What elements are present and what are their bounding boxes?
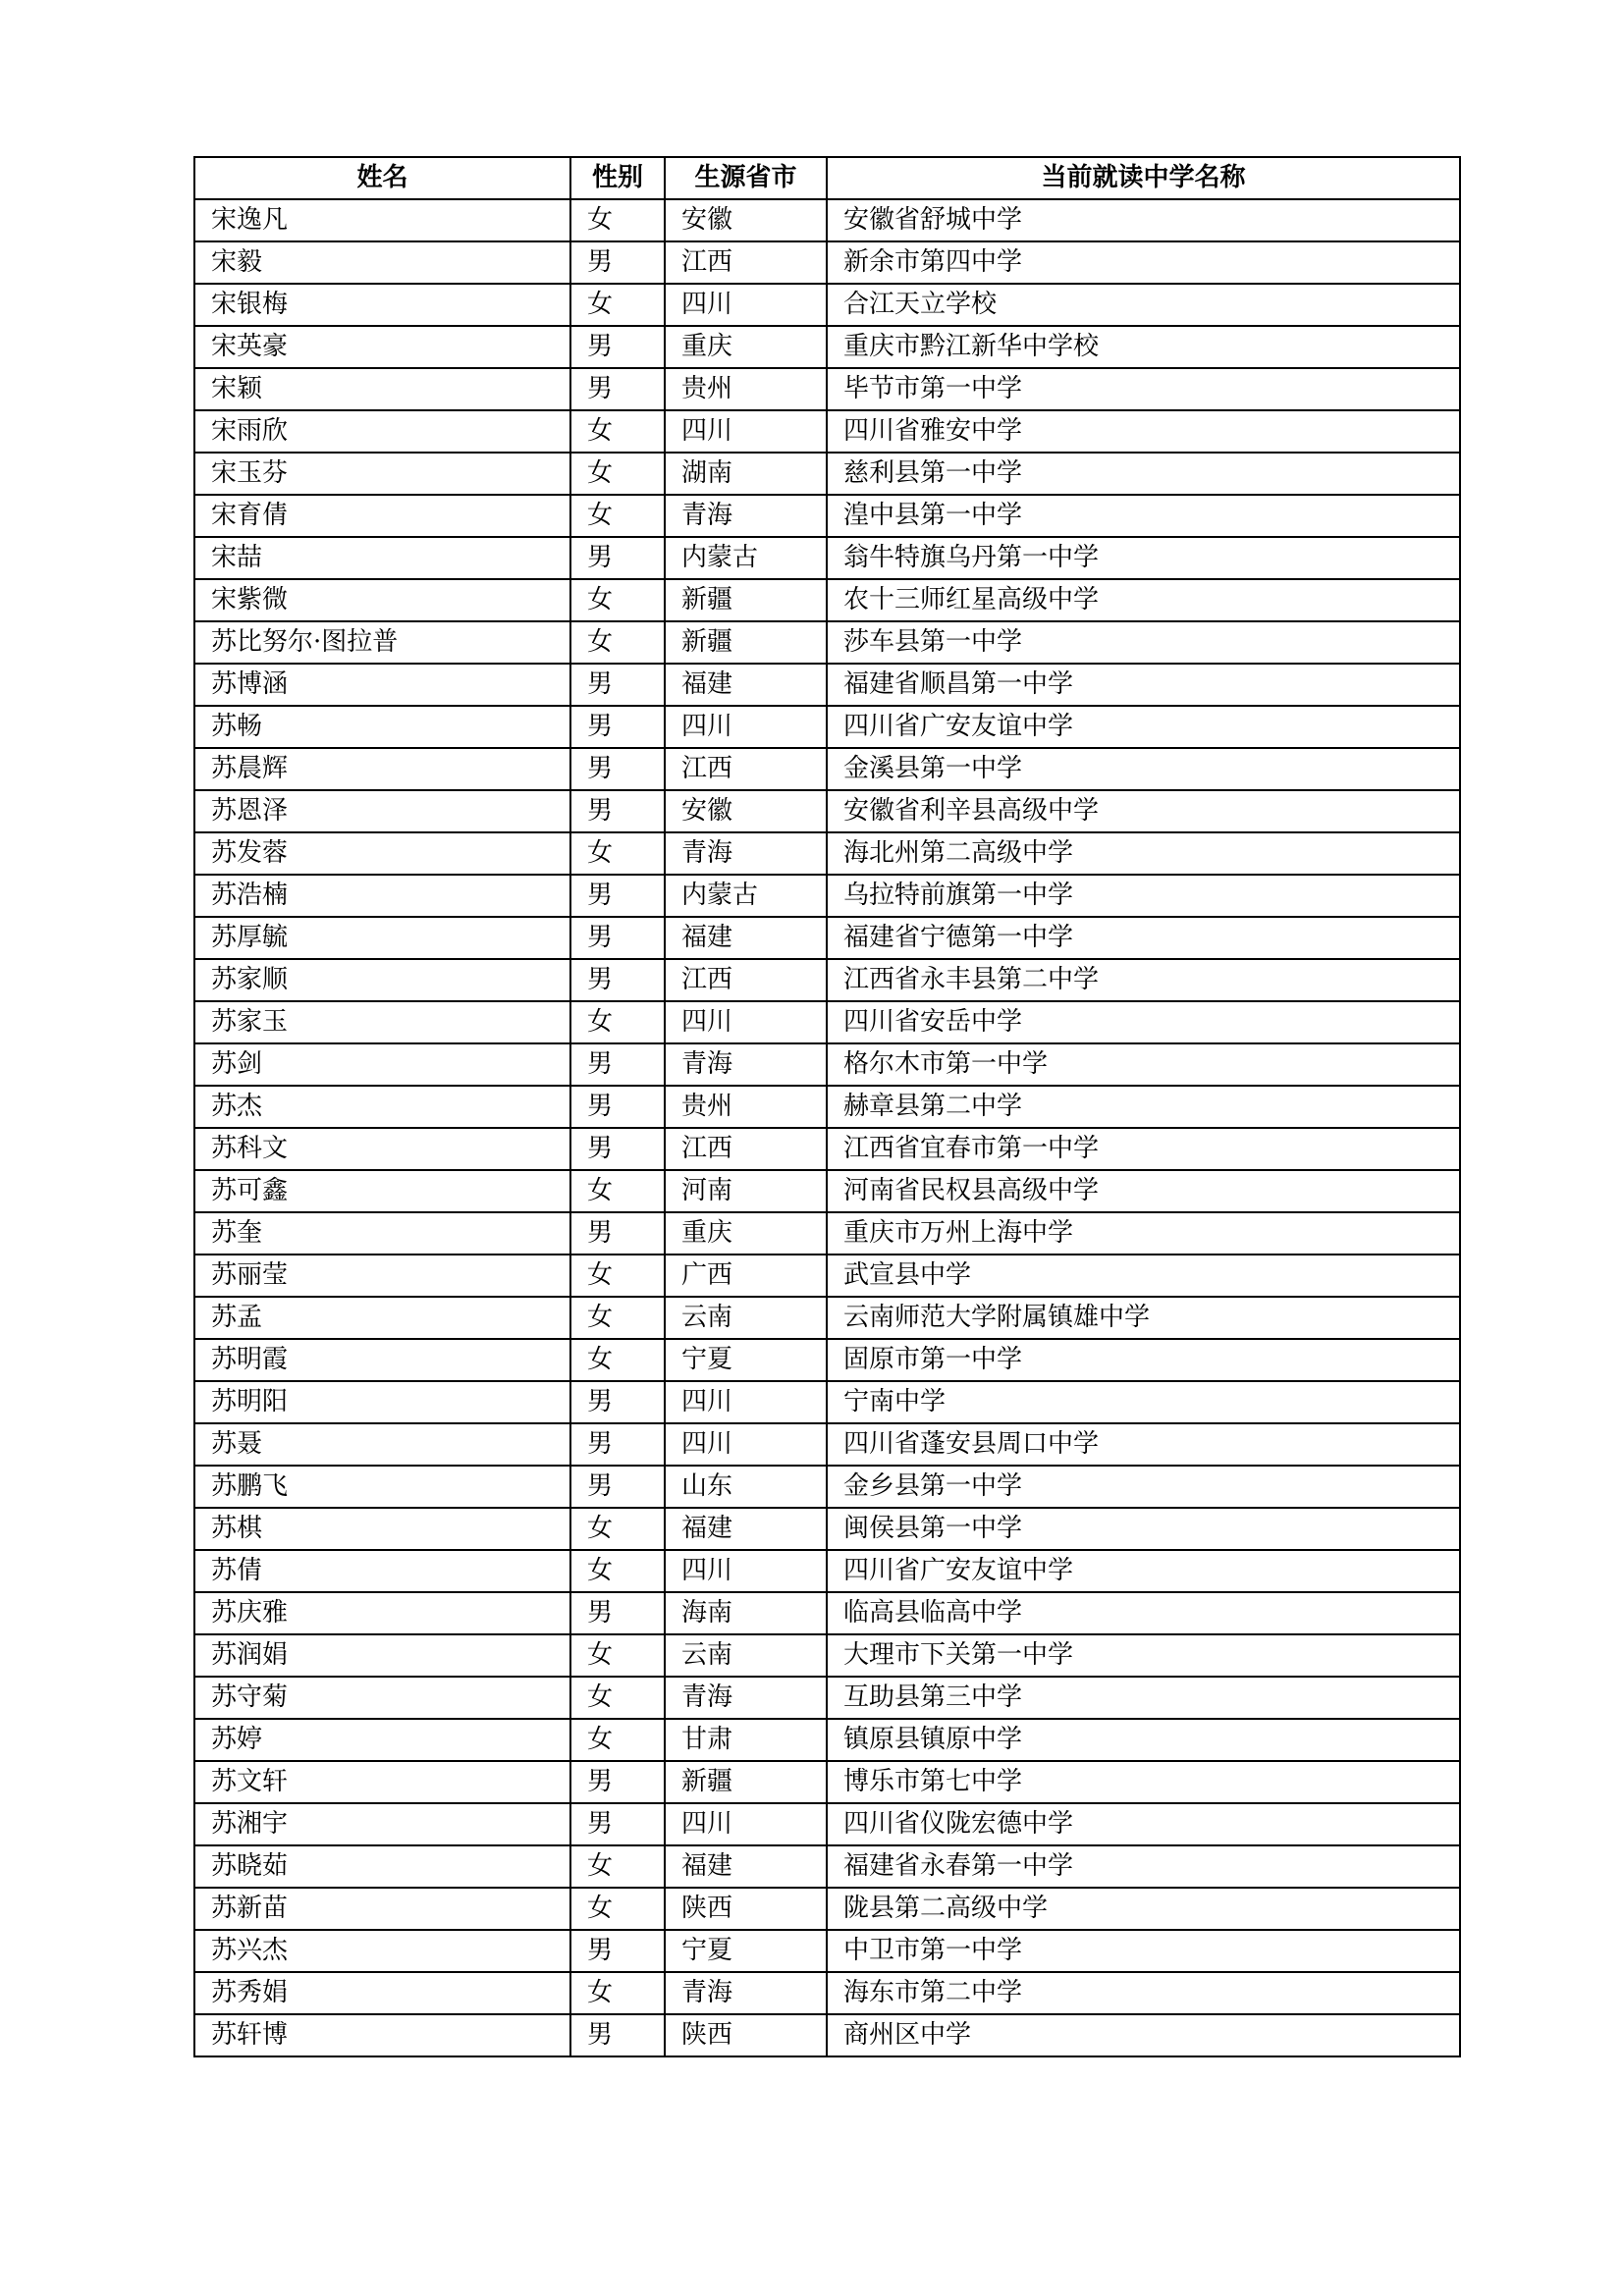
cell-province: 四川 — [665, 706, 827, 748]
cell-name: 苏可鑫 — [194, 1170, 570, 1212]
table-row — [194, 1466, 1460, 1508]
cell-name: 苏浩楠 — [194, 875, 570, 917]
cell-name: 宋紫微 — [194, 579, 570, 621]
cell-province: 重庆 — [665, 1212, 827, 1255]
cell-province: 青海 — [665, 832, 827, 875]
cell-province: 江西 — [665, 1128, 827, 1170]
table-row — [194, 832, 1460, 875]
cell-name: 苏剑 — [194, 1043, 570, 1086]
cell-name: 宋英豪 — [194, 326, 570, 368]
table-row — [194, 1845, 1460, 1888]
cell-school: 格尔木市第一中学 — [827, 1043, 1460, 1086]
cell-school: 中卫市第一中学 — [827, 1930, 1460, 1972]
cell-name: 苏晓茹 — [194, 1845, 570, 1888]
cell-gender: 女 — [570, 495, 665, 537]
cell-school: 四川省雅安中学 — [827, 410, 1460, 453]
cell-gender: 男 — [570, 1128, 665, 1170]
cell-province: 四川 — [665, 284, 827, 326]
cell-school: 四川省广安友谊中学 — [827, 706, 1460, 748]
cell-school: 重庆市黔江新华中学校 — [827, 326, 1460, 368]
cell-name: 宋育倩 — [194, 495, 570, 537]
cell-name: 苏比努尔·图拉普 — [194, 621, 570, 664]
cell-school: 大理市下关第一中学 — [827, 1634, 1460, 1677]
cell-school: 安徽省利辛县高级中学 — [827, 790, 1460, 832]
cell-name: 苏明霞 — [194, 1339, 570, 1381]
cell-province: 陕西 — [665, 2014, 827, 2056]
cell-gender: 女 — [570, 410, 665, 453]
table-row — [194, 748, 1460, 790]
cell-province: 福建 — [665, 1508, 827, 1550]
cell-school: 江西省永丰县第二中学 — [827, 959, 1460, 1001]
table-row — [194, 1339, 1460, 1381]
table-row — [194, 1972, 1460, 2014]
cell-school: 河南省民权县高级中学 — [827, 1170, 1460, 1212]
cell-school: 农十三师红星高级中学 — [827, 579, 1460, 621]
cell-name: 苏厚毓 — [194, 917, 570, 959]
cell-province: 青海 — [665, 1043, 827, 1086]
cell-name: 宋玉芬 — [194, 453, 570, 495]
cell-school: 赫章县第二中学 — [827, 1086, 1460, 1128]
cell-gender: 女 — [570, 1001, 665, 1043]
table-row — [194, 917, 1460, 959]
cell-name: 宋颖 — [194, 368, 570, 410]
cell-gender: 男 — [570, 1086, 665, 1128]
cell-gender: 男 — [570, 1761, 665, 1803]
cell-name: 苏守菊 — [194, 1677, 570, 1719]
table-row — [194, 579, 1460, 621]
cell-province: 青海 — [665, 1972, 827, 2014]
cell-school: 四川省仪陇宏德中学 — [827, 1803, 1460, 1845]
cell-school: 陇县第二高级中学 — [827, 1888, 1460, 1930]
cell-province: 福建 — [665, 1845, 827, 1888]
cell-province: 青海 — [665, 1677, 827, 1719]
cell-school: 新余市第四中学 — [827, 241, 1460, 284]
table-row — [194, 368, 1460, 410]
cell-province: 陕西 — [665, 1888, 827, 1930]
cell-school: 武宣县中学 — [827, 1255, 1460, 1297]
table-row — [194, 1634, 1460, 1677]
cell-province: 四川 — [665, 410, 827, 453]
cell-school: 安徽省舒城中学 — [827, 199, 1460, 241]
cell-name: 苏新苗 — [194, 1888, 570, 1930]
cell-school: 固原市第一中学 — [827, 1339, 1460, 1381]
cell-gender: 男 — [570, 959, 665, 1001]
cell-school: 宁南中学 — [827, 1381, 1460, 1423]
table-row — [194, 875, 1460, 917]
cell-province: 海南 — [665, 1592, 827, 1634]
table-row — [194, 1550, 1460, 1592]
cell-gender: 男 — [570, 1423, 665, 1466]
cell-school: 金乡县第一中学 — [827, 1466, 1460, 1508]
cell-gender: 男 — [570, 1381, 665, 1423]
table-row — [194, 1086, 1460, 1128]
cell-school: 翁牛特旗乌丹第一中学 — [827, 537, 1460, 579]
cell-province: 四川 — [665, 1423, 827, 1466]
table-row — [194, 1677, 1460, 1719]
cell-name: 苏聂 — [194, 1423, 570, 1466]
cell-name: 苏科文 — [194, 1128, 570, 1170]
cell-school: 四川省广安友谊中学 — [827, 1550, 1460, 1592]
cell-name: 宋毅 — [194, 241, 570, 284]
cell-school: 海东市第二中学 — [827, 1972, 1460, 2014]
cell-school: 毕节市第一中学 — [827, 368, 1460, 410]
cell-school: 莎车县第一中学 — [827, 621, 1460, 664]
cell-name: 苏润娟 — [194, 1634, 570, 1677]
cell-name: 苏婷 — [194, 1719, 570, 1761]
cell-name: 苏杰 — [194, 1086, 570, 1128]
cell-gender: 女 — [570, 1550, 665, 1592]
table-row — [194, 326, 1460, 368]
table-body — [194, 199, 1460, 2056]
cell-school: 博乐市第七中学 — [827, 1761, 1460, 1803]
table-row — [194, 1508, 1460, 1550]
header-province: 生源省市 — [665, 157, 827, 199]
cell-province: 四川 — [665, 1550, 827, 1592]
cell-province: 新疆 — [665, 621, 827, 664]
cell-gender: 男 — [570, 664, 665, 706]
cell-gender: 女 — [570, 1719, 665, 1761]
cell-name: 苏秀娟 — [194, 1972, 570, 2014]
cell-gender: 男 — [570, 706, 665, 748]
cell-gender: 女 — [570, 1255, 665, 1297]
cell-school: 湟中县第一中学 — [827, 495, 1460, 537]
table-row — [194, 1255, 1460, 1297]
cell-gender: 男 — [570, 1803, 665, 1845]
cell-province: 福建 — [665, 917, 827, 959]
cell-name: 苏恩泽 — [194, 790, 570, 832]
cell-province: 甘肃 — [665, 1719, 827, 1761]
cell-gender: 女 — [570, 1508, 665, 1550]
table-row — [194, 1212, 1460, 1255]
cell-name: 宋逸凡 — [194, 199, 570, 241]
cell-school: 乌拉特前旗第一中学 — [827, 875, 1460, 917]
cell-gender: 男 — [570, 1212, 665, 1255]
cell-province: 安徽 — [665, 199, 827, 241]
cell-school: 四川省安岳中学 — [827, 1001, 1460, 1043]
cell-gender: 女 — [570, 284, 665, 326]
cell-gender: 女 — [570, 1634, 665, 1677]
table-row — [194, 1592, 1460, 1634]
cell-gender: 男 — [570, 790, 665, 832]
table-row — [194, 621, 1460, 664]
cell-province: 安徽 — [665, 790, 827, 832]
cell-name: 苏家玉 — [194, 1001, 570, 1043]
cell-gender: 女 — [570, 453, 665, 495]
cell-gender: 女 — [570, 1972, 665, 2014]
cell-gender: 男 — [570, 1466, 665, 1508]
table-row — [194, 959, 1460, 1001]
table-row — [194, 1423, 1460, 1466]
table-row — [194, 706, 1460, 748]
cell-gender: 男 — [570, 537, 665, 579]
cell-school: 福建省永春第一中学 — [827, 1845, 1460, 1888]
cell-province: 山东 — [665, 1466, 827, 1508]
cell-gender: 男 — [570, 1592, 665, 1634]
table-row — [194, 1128, 1460, 1170]
cell-school: 镇原县镇原中学 — [827, 1719, 1460, 1761]
table-row — [194, 664, 1460, 706]
cell-school: 四川省蓬安县周口中学 — [827, 1423, 1460, 1466]
cell-name: 苏家顺 — [194, 959, 570, 1001]
table-row — [194, 410, 1460, 453]
cell-school: 金溪县第一中学 — [827, 748, 1460, 790]
table-row — [194, 453, 1460, 495]
table-row — [194, 1888, 1460, 1930]
header-gender: 性别 — [570, 157, 665, 199]
cell-gender: 女 — [570, 621, 665, 664]
cell-province: 贵州 — [665, 1086, 827, 1128]
cell-name: 苏兴杰 — [194, 1930, 570, 1972]
cell-gender: 女 — [570, 1170, 665, 1212]
cell-gender: 女 — [570, 1297, 665, 1339]
cell-gender: 男 — [570, 875, 665, 917]
cell-school: 合江天立学校 — [827, 284, 1460, 326]
cell-gender: 女 — [570, 832, 665, 875]
table-row — [194, 1001, 1460, 1043]
cell-name: 苏鹏飞 — [194, 1466, 570, 1508]
cell-province: 江西 — [665, 241, 827, 284]
cell-school: 海北州第二高级中学 — [827, 832, 1460, 875]
cell-name: 苏庆雅 — [194, 1592, 570, 1634]
cell-province: 湖南 — [665, 453, 827, 495]
cell-province: 内蒙古 — [665, 875, 827, 917]
cell-name: 宋喆 — [194, 537, 570, 579]
cell-name: 苏轩博 — [194, 2014, 570, 2056]
cell-province: 四川 — [665, 1803, 827, 1845]
cell-name: 苏棋 — [194, 1508, 570, 1550]
table-row — [194, 241, 1460, 284]
cell-gender: 男 — [570, 748, 665, 790]
cell-name: 宋银梅 — [194, 284, 570, 326]
table-row — [194, 199, 1460, 241]
cell-name: 苏湘宇 — [194, 1803, 570, 1845]
cell-gender: 男 — [570, 2014, 665, 2056]
cell-province: 内蒙古 — [665, 537, 827, 579]
cell-name: 苏博涵 — [194, 664, 570, 706]
cell-province: 宁夏 — [665, 1930, 827, 1972]
table-row — [194, 1170, 1460, 1212]
table-row — [194, 790, 1460, 832]
table-row — [194, 495, 1460, 537]
cell-province: 江西 — [665, 748, 827, 790]
cell-gender: 女 — [570, 579, 665, 621]
cell-gender: 女 — [570, 1888, 665, 1930]
cell-gender: 女 — [570, 1339, 665, 1381]
cell-school: 福建省宁德第一中学 — [827, 917, 1460, 959]
student-roster-table — [193, 156, 1461, 2057]
cell-province: 广西 — [665, 1255, 827, 1297]
cell-gender: 男 — [570, 241, 665, 284]
cell-province: 宁夏 — [665, 1339, 827, 1381]
cell-name: 苏畅 — [194, 706, 570, 748]
cell-province: 福建 — [665, 664, 827, 706]
cell-province: 四川 — [665, 1001, 827, 1043]
cell-province: 江西 — [665, 959, 827, 1001]
table-header-row — [194, 157, 1460, 199]
cell-province: 新疆 — [665, 1761, 827, 1803]
cell-province: 贵州 — [665, 368, 827, 410]
cell-name: 苏孟 — [194, 1297, 570, 1339]
cell-province: 四川 — [665, 1381, 827, 1423]
table-row — [194, 1930, 1460, 1972]
cell-province: 河南 — [665, 1170, 827, 1212]
cell-gender: 女 — [570, 199, 665, 241]
cell-gender: 男 — [570, 917, 665, 959]
cell-province: 重庆 — [665, 326, 827, 368]
cell-school: 云南师范大学附属镇雄中学 — [827, 1297, 1460, 1339]
table-row — [194, 1803, 1460, 1845]
header-name: 姓名 — [194, 157, 570, 199]
cell-school: 福建省顺昌第一中学 — [827, 664, 1460, 706]
table-row — [194, 1381, 1460, 1423]
cell-province: 青海 — [665, 495, 827, 537]
table-row — [194, 2014, 1460, 2056]
table-row — [194, 1761, 1460, 1803]
table-row — [194, 1297, 1460, 1339]
cell-school: 闽侯县第一中学 — [827, 1508, 1460, 1550]
cell-gender: 女 — [570, 1845, 665, 1888]
cell-name: 苏奎 — [194, 1212, 570, 1255]
table-row — [194, 284, 1460, 326]
cell-name: 苏文轩 — [194, 1761, 570, 1803]
cell-name: 宋雨欣 — [194, 410, 570, 453]
table-row — [194, 537, 1460, 579]
cell-school: 临高县临高中学 — [827, 1592, 1460, 1634]
cell-school: 重庆市万州上海中学 — [827, 1212, 1460, 1255]
header-school: 当前就读中学名称 — [827, 157, 1460, 199]
cell-gender: 男 — [570, 1930, 665, 1972]
cell-name: 苏明阳 — [194, 1381, 570, 1423]
cell-province: 云南 — [665, 1297, 827, 1339]
cell-name: 苏丽莹 — [194, 1255, 570, 1297]
table-row — [194, 1719, 1460, 1761]
cell-school: 商州区中学 — [827, 2014, 1460, 2056]
cell-gender: 男 — [570, 1043, 665, 1086]
cell-gender: 男 — [570, 368, 665, 410]
cell-name: 苏晨辉 — [194, 748, 570, 790]
cell-gender: 女 — [570, 1677, 665, 1719]
cell-name: 苏发蓉 — [194, 832, 570, 875]
cell-province: 云南 — [665, 1634, 827, 1677]
cell-school: 互助县第三中学 — [827, 1677, 1460, 1719]
table-row — [194, 1043, 1460, 1086]
cell-gender: 男 — [570, 326, 665, 368]
cell-name: 苏倩 — [194, 1550, 570, 1592]
cell-school: 江西省宜春市第一中学 — [827, 1128, 1460, 1170]
cell-school: 慈利县第一中学 — [827, 453, 1460, 495]
cell-province: 新疆 — [665, 579, 827, 621]
